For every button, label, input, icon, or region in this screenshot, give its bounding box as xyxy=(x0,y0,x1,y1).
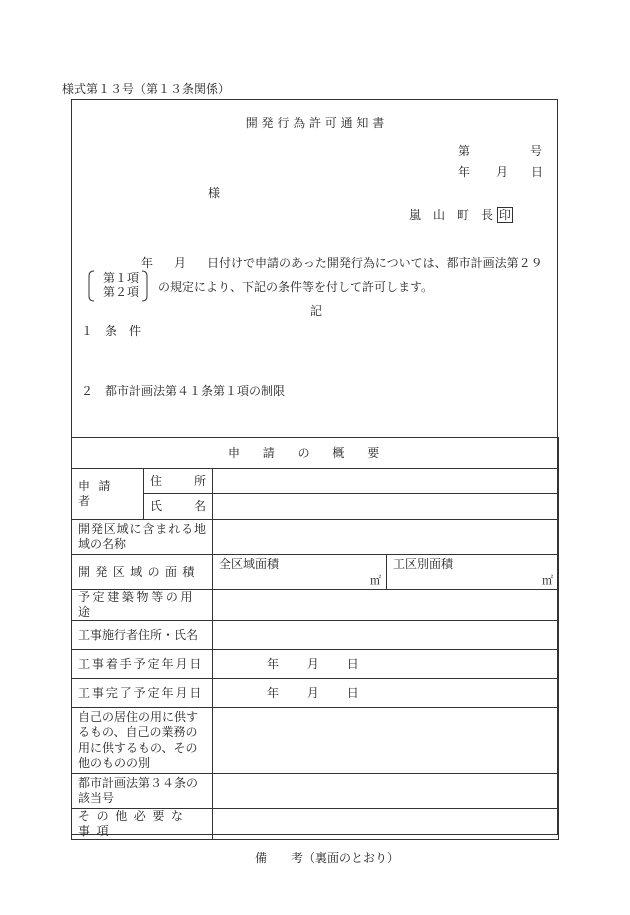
section-area-cell[interactable] xyxy=(387,555,559,590)
start-date-label: 工事着手予定年月日 xyxy=(72,650,213,679)
start-date-value[interactable] xyxy=(213,650,559,679)
start-month: 月 xyxy=(306,656,319,671)
address-label xyxy=(150,474,206,489)
date-day: 日 xyxy=(531,165,544,179)
name-label-2: 名 xyxy=(193,499,206,513)
applicant-label: 申請者 xyxy=(72,469,144,520)
area-size-label: 開発区域の面積 xyxy=(72,555,213,590)
ki-mark: 記 xyxy=(310,304,323,318)
body-line1: 日付けで申請のあった開発行為については、都市計画法第２９ xyxy=(207,256,543,270)
total-area-label: 全区域面積 xyxy=(219,557,280,571)
number-go: 号 xyxy=(530,144,543,158)
name-value[interactable] xyxy=(213,494,559,520)
address-value[interactable] xyxy=(213,469,559,494)
body-line2: の規定により、下記の条件等を付して許可します。 xyxy=(158,280,434,294)
item-restriction: ２ 都市計画法第４１条第１項の制限 xyxy=(81,384,286,398)
issuer-name: 嵐 山 町 長 xyxy=(409,208,494,222)
end-year: 年 xyxy=(267,685,280,700)
option-paragraph-2: 第２項 xyxy=(103,285,140,299)
paragraph-selector xyxy=(86,269,150,303)
section-area-unit: ㎡ xyxy=(542,574,554,587)
contractor-value[interactable] xyxy=(213,621,559,650)
item-conditions: １ 条 件 xyxy=(81,324,142,338)
use-type-value[interactable] xyxy=(213,708,559,774)
other-value[interactable] xyxy=(213,809,559,840)
overview-table xyxy=(71,437,559,840)
body-month: 月 xyxy=(174,256,187,270)
start-year: 年 xyxy=(267,656,280,671)
date-year: 年 xyxy=(458,165,471,179)
name-label xyxy=(150,499,206,514)
issuer xyxy=(409,206,513,223)
total-area-unit: ㎡ xyxy=(370,574,381,587)
contractor-label: 工事施行者住所・氏名 xyxy=(72,621,213,650)
area-name-value[interactable] xyxy=(213,520,559,555)
body-year: 年 xyxy=(141,256,154,270)
address-label-2: 所 xyxy=(193,473,206,488)
name-label-1: 氏 xyxy=(150,499,163,513)
overview-header: 申請の概要 xyxy=(72,438,559,469)
document-title: 開 発 行 為 許 可 通 知 書 xyxy=(245,116,385,130)
end-day: 日 xyxy=(346,685,359,700)
section-area-label: 工区別面積 xyxy=(393,557,454,571)
footer-remarks: 備 考（裏面のとおり） xyxy=(255,851,400,865)
building-use-label: 予定建築物等の用途 xyxy=(72,590,213,621)
building-use-value[interactable] xyxy=(213,590,559,621)
option-paragraph-1: 第１項 xyxy=(103,271,140,285)
end-date-value[interactable] xyxy=(213,679,559,708)
address-label-1: 住 xyxy=(150,473,163,488)
end-date-label: 工事完了予定年月日 xyxy=(72,679,213,708)
seal-mark: 印 xyxy=(498,208,511,222)
art34-label: 都市計画法第３４条の該当号 xyxy=(72,774,213,809)
start-day: 日 xyxy=(346,656,359,671)
total-area-cell[interactable] xyxy=(213,555,387,590)
use-type-label: 自己の居住の用に供するもの、自己の業務の用に供するもの、その他のものの別 xyxy=(72,708,213,774)
number-dai: 第 xyxy=(458,144,471,158)
form-number: 様式第１３号（第１３条関係） xyxy=(62,82,231,96)
date-month: 月 xyxy=(496,165,509,179)
art34-value[interactable] xyxy=(213,774,559,809)
recipient-suffix: 様 xyxy=(208,186,221,200)
area-name-label: 開発区域に含まれる地域の名称 xyxy=(72,520,213,555)
end-month: 月 xyxy=(306,685,319,700)
other-label: その他必要な事項 xyxy=(72,809,213,840)
